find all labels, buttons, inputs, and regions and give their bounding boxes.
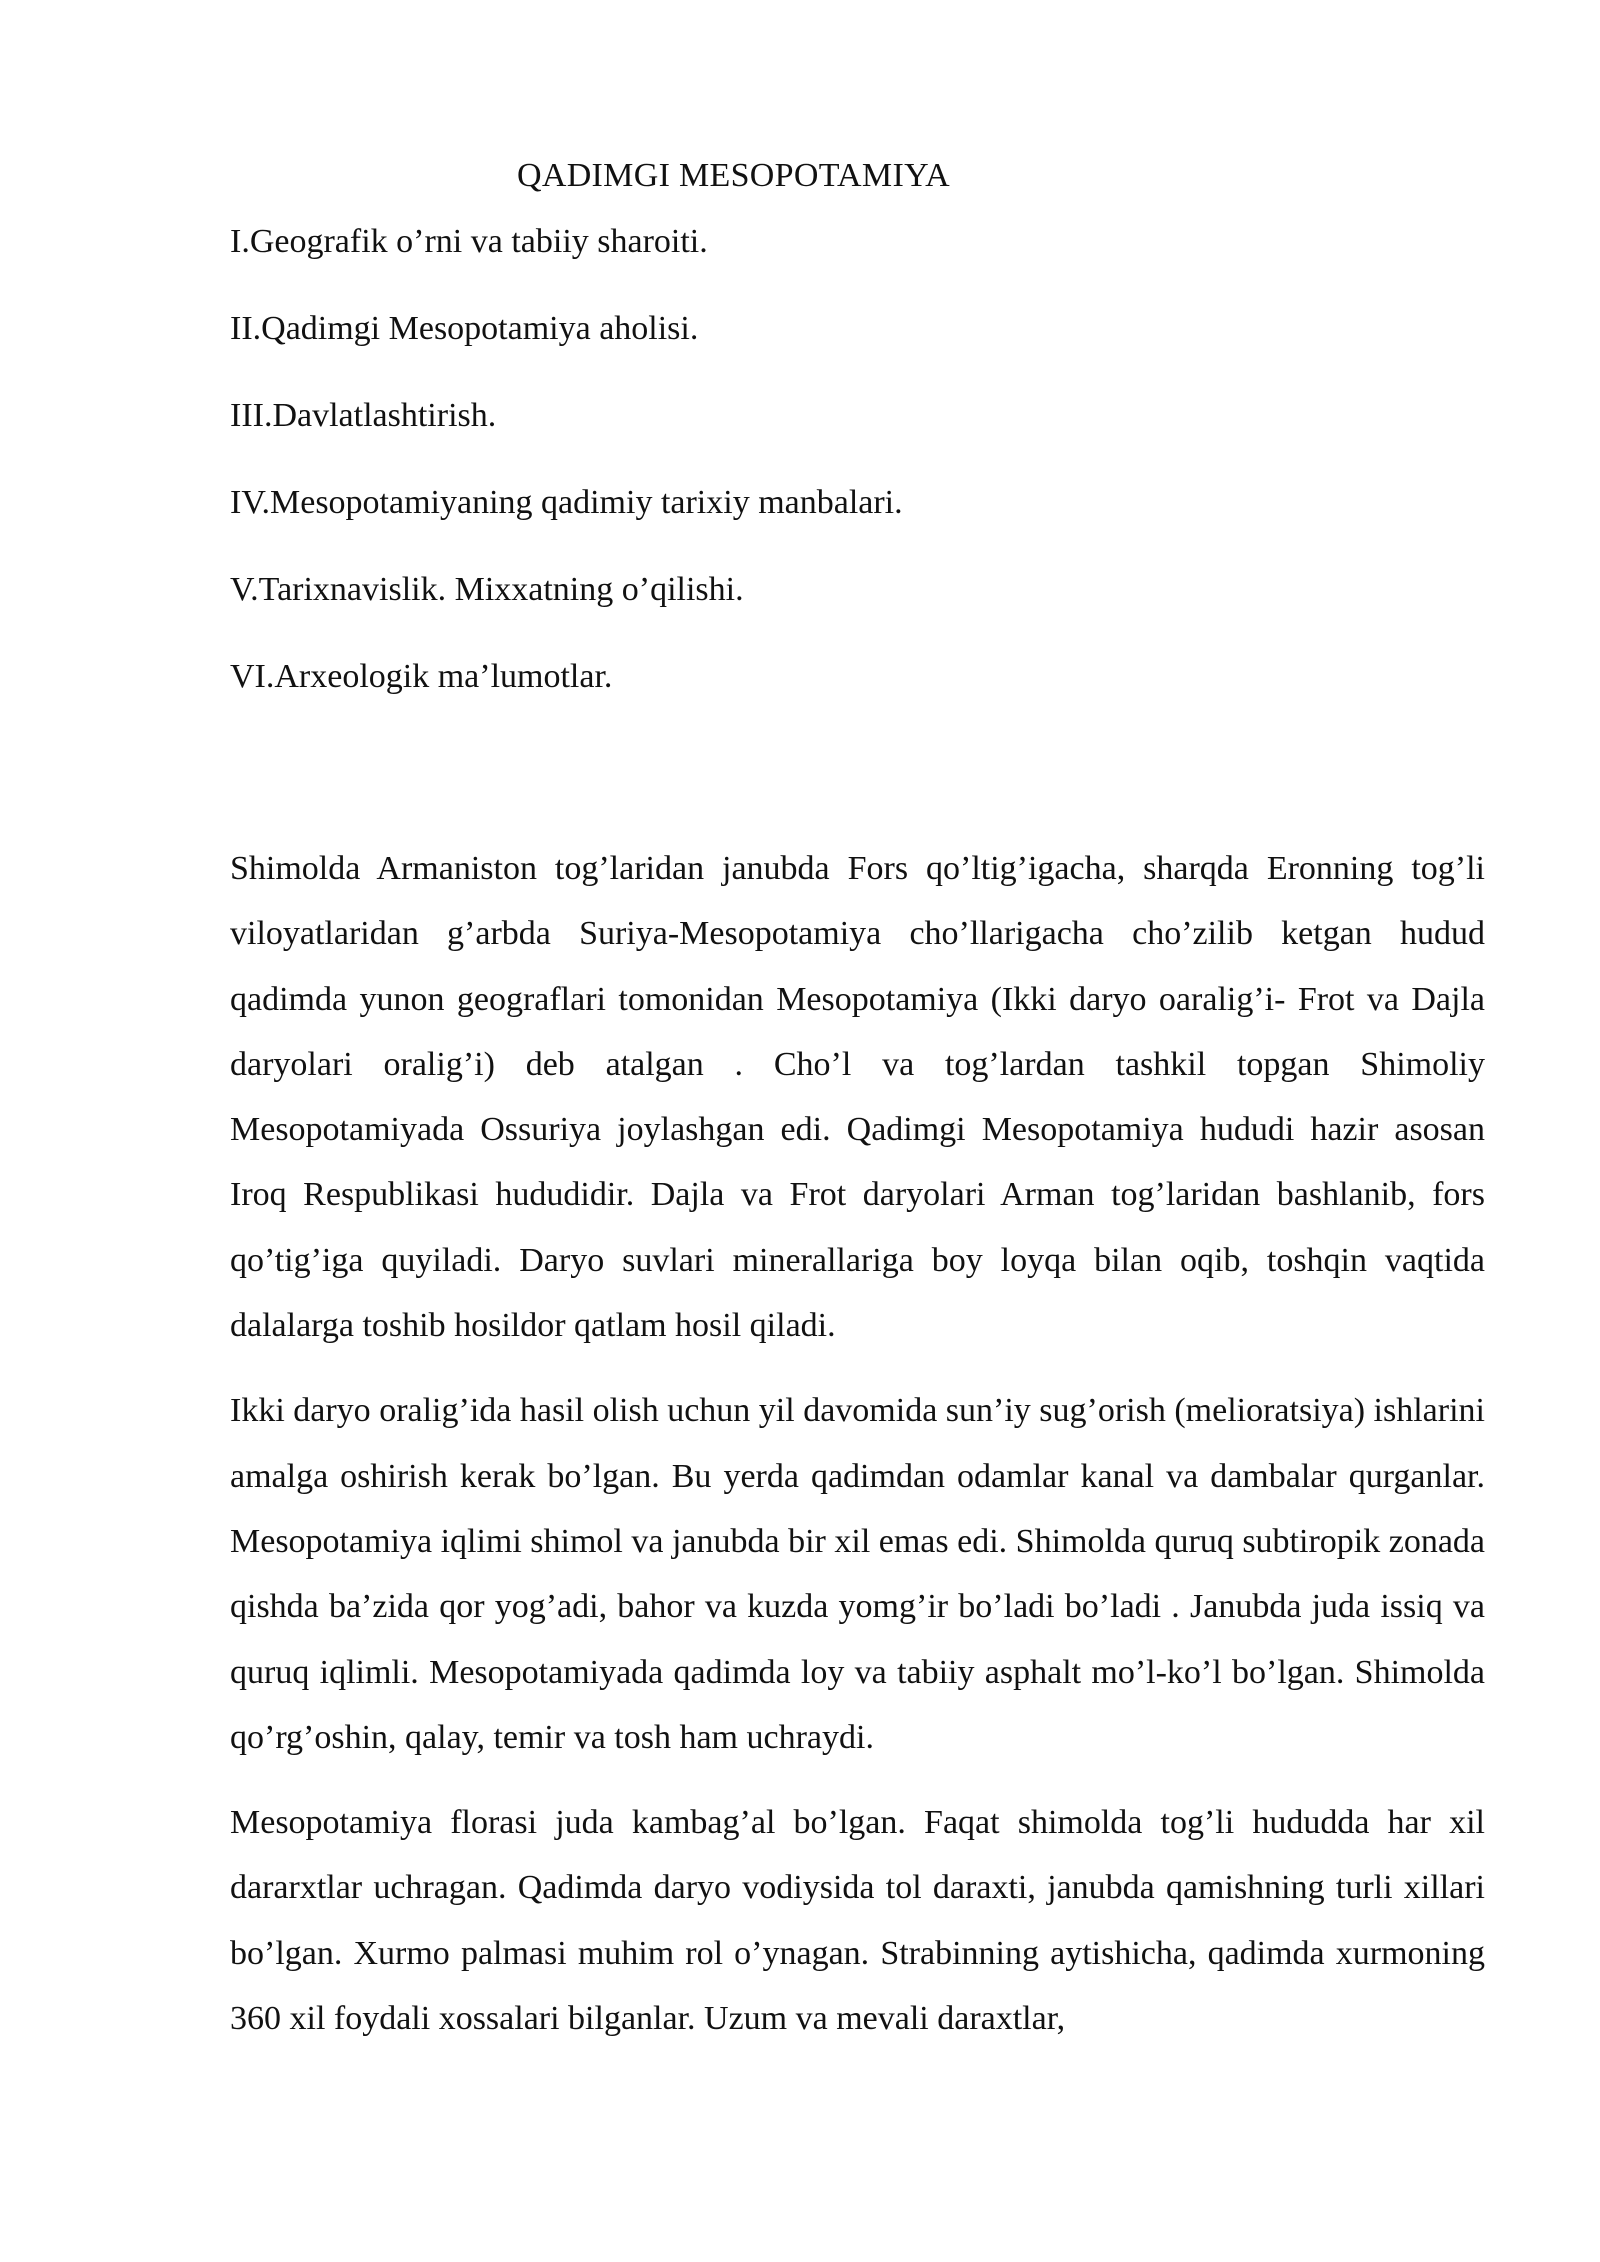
body-paragraph: Ikki daryo oralig’ida hasil olish uchun yil davomida sun’iy sug’orish (melioratsiya) ishlarini amalga oshirish kerak bo’lgan. Bu yerda qadimdan odamlar kanal va dambalar qurganlar. Mesopotamiya iqlimi shimol va janubda bir xil emas edi. Shimolda quruq subtiropik zonada qishda ba’zida qor yog’adi, bahor va kuzda yomg’ir bo’ladi bo’ladi . Janubda juda issiq va quruq iqlimli. Mesopotamiyada qadimda loy va tabiiy asphalt mo’l-ko’l bo’lgan. Shimolda qo’rg’oshin, qalay, temir va tosh ham uchraydi. [230, 1392, 1485, 1756]
outline-item: II.Qadimgi Mesopotamiya aholisi. [230, 310, 699, 347]
page-content [230, 150, 1485, 2071]
outline-item: VI.Arxeologik ma’lumotlar. [230, 658, 613, 695]
outline-item: III.Davlatlashtirish. [230, 397, 497, 434]
document-title: QADIMGI MESOPOTAMIYA [517, 157, 951, 194]
outline-list [230, 216, 1485, 703]
body-paragraph: Mesopotamiya florasi juda kambag’al bo’lgan. Faqat shimolda tog’li hududda har xil dararxtlar uchragan. Qadimda daryo vodiysida tol daraxti, janubda qamishning turli xillari bo’lgan. Xurmo palmasi muhim rol o’ynagan. Strabinning aytishicha, qadimda xurmoning 360 xil foydali xossalari bilganlar. Uzum va mevali daraxtlar, [230, 1804, 1485, 2038]
outline-item: I.Geografik o’rni va tabiiy sharoiti. [230, 223, 708, 260]
body-paragraph: Shimolda Armaniston tog’laridan janubda Fors qo’ltig’igacha, sharqda Eronning tog’li viloyatlaridan g’arbda Suriya-Mesopotamiya cho’llarigacha cho’zilib ketgan hudud qadimda yunon geograflari tomonidan Mesopotamiya (Ikki daryo oaralig’i- Frot va Dajla daryolari oralig’i) deb atalgan . Cho’l va tog’lardan tashkil topgan Shimoliy Mesopotamiyada Ossuriya joylashgan edi. Qadimgi Mesopotamiya hududi hazir asosan Iroq Respublikasi hududidir. Dajla va Frot daryolari Arman tog’laridan bashlanib, fors qo’tig’iga quyiladi. Daryo suvlari minerallariga boy loyqa bilan oqib, toshqin vaqtida dalalarga toshib hosildor qatlam hosil qiladi. [230, 850, 1485, 1345]
outline-item: IV.Mesopotamiyaning qadimiy tarixiy manbalari. [230, 484, 903, 521]
body-text [230, 836, 1485, 2051]
outline-item: V.Tarixnavislik. Mixxatning o’qilishi. [230, 571, 744, 608]
